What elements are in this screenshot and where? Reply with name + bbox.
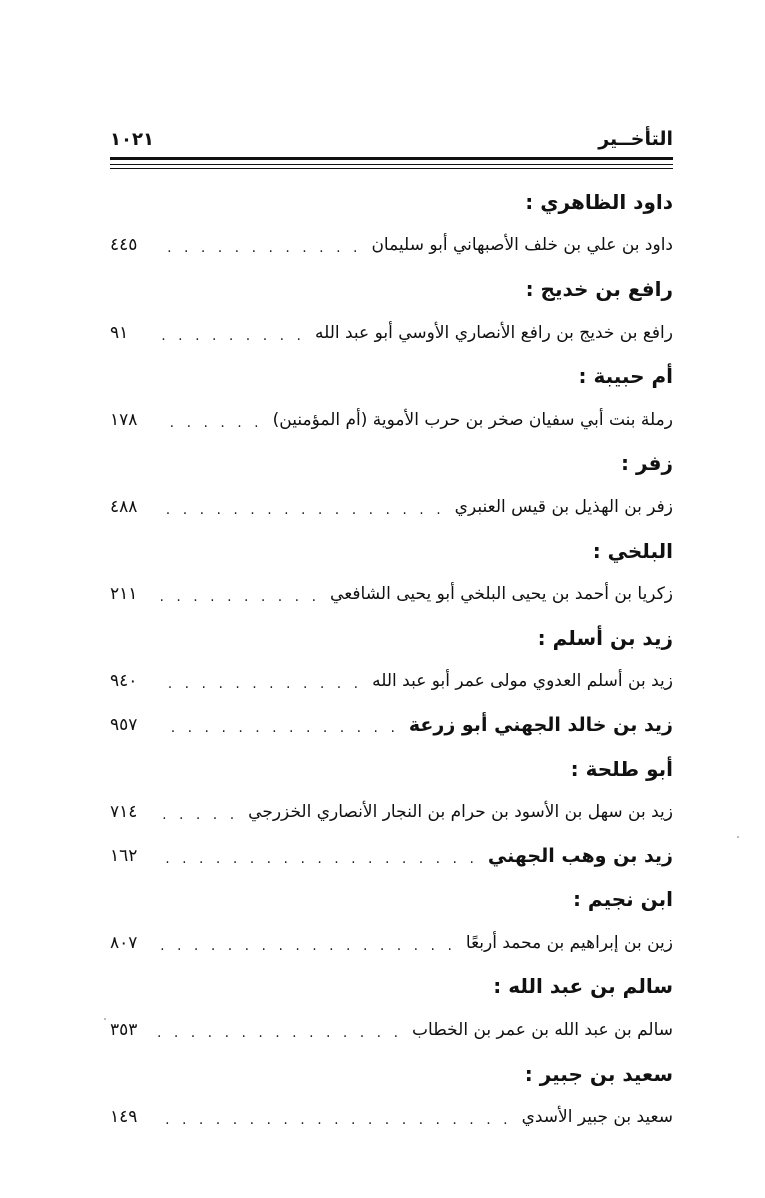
entry-page-number: ١٧٨ — [110, 409, 138, 430]
entry-page-number: ٩٥٧ — [110, 714, 138, 735]
leader-dots — [158, 410, 263, 430]
index-heading — [110, 878, 673, 922]
running-header — [110, 126, 673, 152]
index-entry — [110, 311, 673, 355]
heading-text: سعيد بن جبير : — [524, 1061, 673, 1086]
entry-name: زين بن إبراهيم بن محمد أربعًا — [465, 932, 673, 953]
leader-dots — [158, 323, 305, 343]
entry-page-number: ٨٠٧ — [110, 932, 138, 953]
entry-page-number: ٩٤٠ — [110, 671, 138, 692]
heading-text: رافع بن خديج : — [525, 276, 673, 301]
leader-dots — [158, 671, 362, 691]
index-entry — [110, 398, 673, 442]
entry-page-number: ٣٥٣ — [110, 1020, 138, 1041]
entry-name: زيد بن خالد الجهني أبو زرعة — [408, 713, 673, 736]
header-rule-thick — [110, 157, 673, 160]
leader-dots — [158, 1020, 402, 1040]
leader-dots — [158, 933, 456, 953]
index-entry — [110, 921, 673, 965]
heading-text: داود الظاهري : — [525, 189, 673, 214]
index-entry — [110, 660, 673, 704]
heading-text: زفر : — [620, 451, 673, 476]
index-heading — [110, 180, 673, 224]
leader-dots — [158, 715, 399, 735]
index-entry — [110, 1095, 673, 1139]
index-heading — [110, 267, 673, 311]
index-heading — [110, 616, 673, 660]
entry-name: زفر بن الهذيل بن قيس العنبري — [454, 496, 673, 517]
entry-name: زكريا بن أحمد بن يحيى البلخي أبو يحيى الشافعي — [330, 584, 673, 605]
index-entry — [110, 1008, 673, 1052]
heading-text: البلخي : — [592, 538, 673, 563]
heading-text: زيد بن أسلم : — [537, 625, 673, 650]
index-heading — [110, 965, 673, 1009]
entry-name: سالم بن عبد الله بن عمر بن الخطاب — [412, 1020, 673, 1041]
index-entry — [110, 834, 673, 878]
index-heading — [110, 1052, 673, 1096]
index-heading — [110, 354, 673, 398]
entry-page-number: ١٦٢ — [110, 845, 138, 866]
entry-page-number: ٤٨٨ — [110, 496, 138, 517]
leader-dots — [158, 846, 478, 866]
chapter-title: التأخــير — [598, 128, 673, 150]
page-number: ١٠٢١ — [110, 128, 154, 150]
entry-page-number: ١٤٩ — [110, 1107, 138, 1128]
index-heading — [110, 747, 673, 791]
entry-page-number: ٤٤٥ — [110, 235, 138, 256]
scan-speck — [104, 1018, 106, 1020]
entry-name: زيد بن سهل بن الأسود بن حرام بن النجار الأنصاري الخزرجي — [248, 802, 673, 823]
scan-speck — [737, 836, 739, 838]
index-heading — [110, 529, 673, 573]
entry-page-number: ٧١٤ — [110, 802, 138, 823]
index-entry — [110, 790, 673, 834]
heading-text: أبو طلحة : — [570, 756, 673, 781]
entry-name: زيد بن وهب الجهني — [487, 844, 673, 867]
entry-name: سعيد بن جبير الأسدي — [521, 1107, 673, 1128]
heading-text: سالم بن عبد الله : — [493, 974, 673, 999]
header-rule-thin-second — [110, 168, 673, 169]
heading-text: أم حبيبة : — [578, 364, 673, 389]
leader-dots — [158, 235, 361, 255]
entry-page-number: ٩١ — [110, 322, 129, 343]
index-entry — [110, 572, 673, 616]
heading-text: ابن نجيم : — [572, 887, 673, 912]
entry-name: زيد بن أسلم العدوي مولى عمر أبو عبد الله — [372, 671, 673, 692]
index-entry — [110, 703, 673, 747]
index-entry — [110, 485, 673, 529]
entry-name: رافع بن خديج بن رافع الأنصاري الأوسي أبو عبد الله — [314, 322, 673, 343]
header-rule-thin — [110, 164, 673, 165]
entry-name: رملة بنت أبي سفيان صخر بن حرب الأموية (أم المؤمنين) — [272, 409, 673, 430]
entry-name: داود بن علي بن خلف الأصبهاني أبو سليمان — [371, 235, 673, 256]
leader-dots — [158, 802, 238, 822]
leader-dots — [158, 1107, 512, 1127]
entry-page-number: ٢١١ — [110, 584, 138, 605]
index-list — [110, 180, 673, 1139]
leader-dots — [158, 584, 320, 604]
index-heading — [110, 442, 673, 486]
index-entry — [110, 224, 673, 268]
leader-dots — [158, 497, 445, 517]
